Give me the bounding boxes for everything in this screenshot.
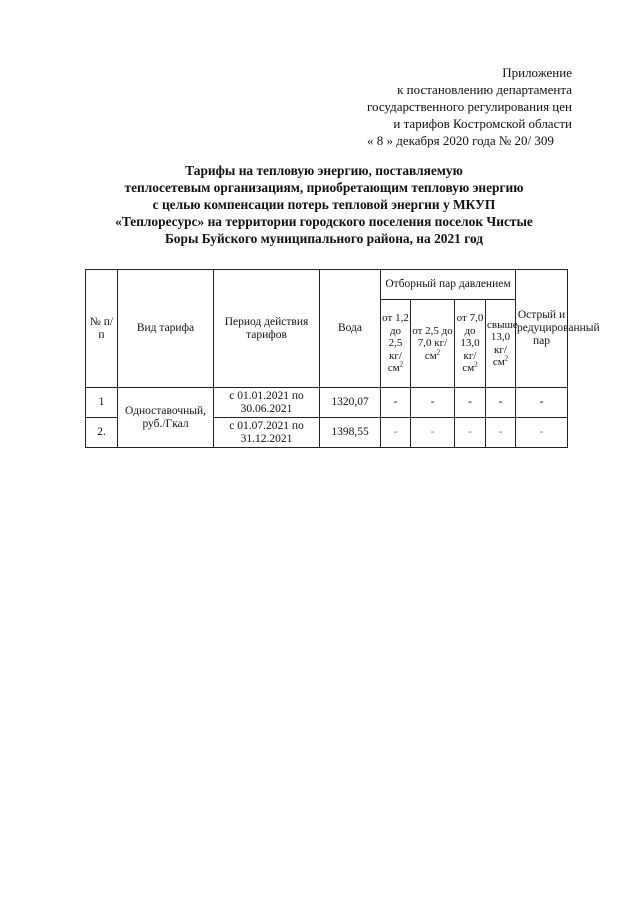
row-num: 2. [86,418,118,448]
row-sharp: - [516,388,568,418]
appendix-line: государственного регулирования цен [367,99,572,114]
row-num: 1 [86,388,118,418]
header-period: Период действия тарифов [214,270,320,388]
header-num: № п/п [86,270,118,388]
header-steam-group: Отборный пар давлением [381,270,516,300]
header-pressure-2 [411,300,455,388]
table-row [86,388,568,418]
appendix-line: и тарифов Костромской области [393,116,572,131]
header-pressure-2-text: от 2,5 до 7,0 кг/см [412,324,453,362]
header-tariff-type: Вид тарифа [118,270,214,388]
appendix-block [367,64,572,149]
row-p1: - [381,388,411,418]
header-pressure-3-text: от 7,0 до 13,0 кг/см [456,312,484,375]
tariff-type-cell: Одноставочный, руб./Гкал [118,388,214,448]
squared-superscript: 2 [399,360,404,369]
squared-superscript: 2 [474,360,478,369]
row-sharp: - [516,418,568,448]
tariff-table [85,269,600,448]
title-line: Тарифы на тепловую энергию, поставляемую [185,163,463,178]
header-pressure-4 [486,300,516,388]
header-pressure-1 [381,300,411,388]
row-period: с 01.07.2021 по 31.12.2021 [214,418,320,448]
title-line: «Теплоресурс» на территории городского поселения поселок Чистые [115,214,533,229]
row-p4: - [486,388,516,418]
document-title [80,162,568,247]
title-line: с целью компенсации потерь тепловой энергии у МКУП [152,197,496,212]
appendix-line: к постановлению департамента [397,82,572,97]
appendix-line: Приложение [502,65,572,80]
row-p4: - [486,418,516,448]
header-pressure-1-text: от 1,2 до 2,5 кг/см [382,312,409,375]
title-line: Боры Буйского муниципального района, на 2021 год [164,231,484,246]
row-p3: - [455,418,486,448]
row-water: 1398,55 [320,418,381,448]
row-period: с 01.01.2021 по 30.06.2021 [214,388,320,418]
title-line: теплосетевым организациям, приобретающим тепловую энергию [124,180,524,195]
row-p1: - [381,418,411,448]
row-p2: - [411,418,455,448]
row-water: 1320,07 [320,388,381,418]
row-p3: - [455,388,486,418]
header-water: Вода [320,270,381,388]
squared-superscript: 2 [504,354,509,363]
appendix-date-line: « 8 » декабря 2020 года № 20/ 309 [367,133,554,148]
row-p2: - [411,388,455,418]
header-pressure-3 [455,300,486,388]
header-pressure-4-text: свыше 13,0 кг/см [487,318,518,368]
squared-superscript: 2 [436,348,441,357]
header-sharp-steam: Острый и редуцированный пар [516,270,568,388]
